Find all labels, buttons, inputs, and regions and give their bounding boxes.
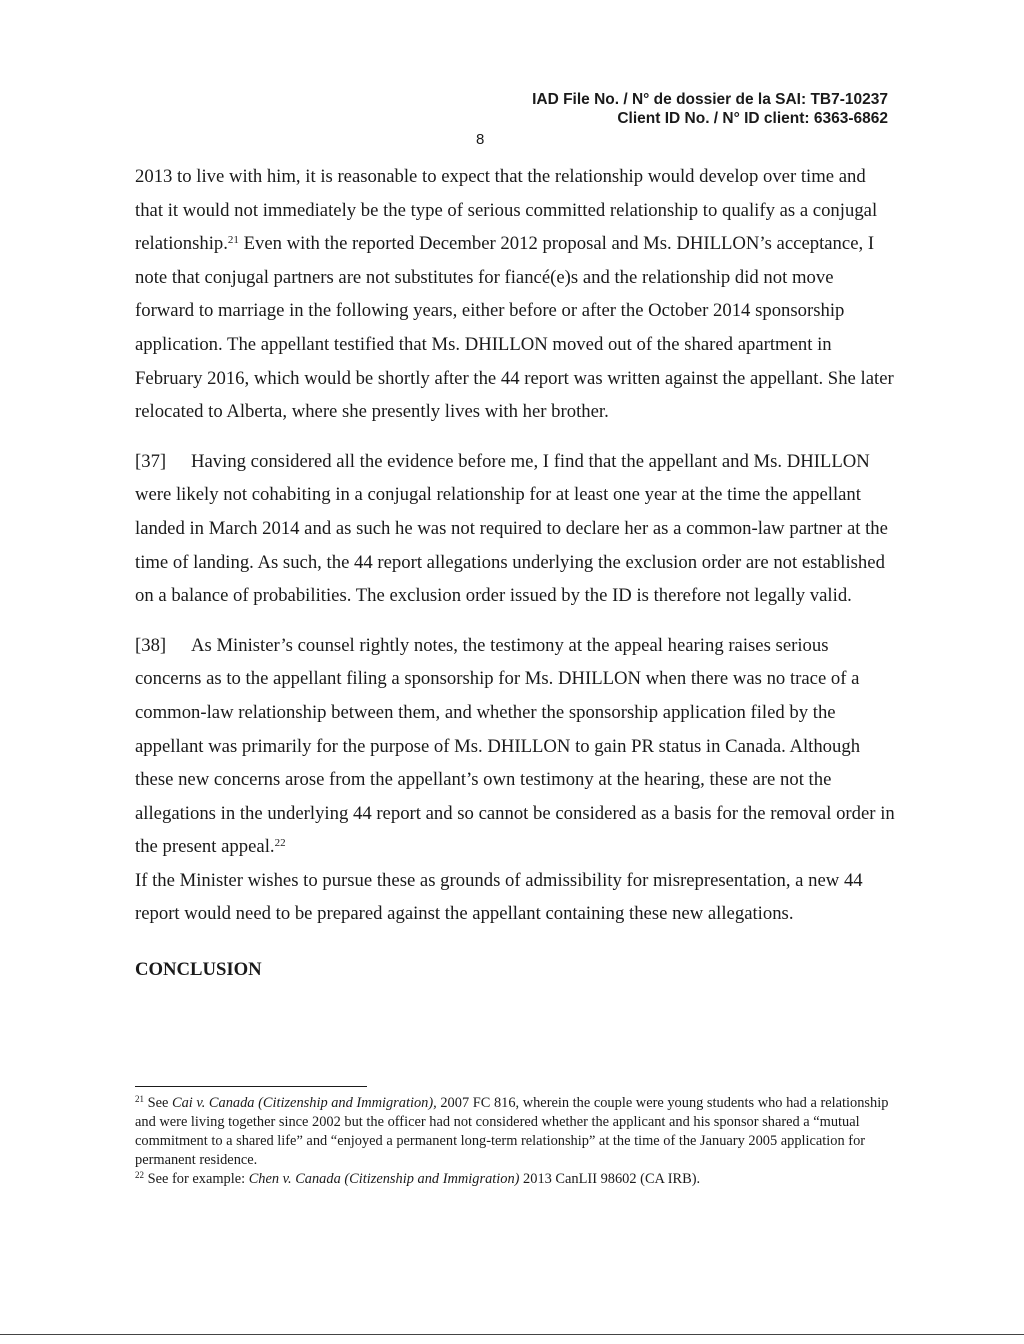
continued-text-b: Even with the reported December 2012 proposal and Ms. DHILLON’s acceptance, I note that conjugal partners are not substitutes for fiancé(e)s and the relationship did not move forward to marriage in the following years, either before or after the October 2014 sponsorship application. The appellant testified that Ms. DHILLON moved out of the shared apartment in February 2016, which would be shortly after the 44 report was written against the appellant. She later relocated to Alberta, where she presently lives with her brother. [135,233,894,423]
paragraph-38-text: As Minister’s counsel rightly notes, the testimony at the appeal hearing raises serious concerns as to the appellant filing a sponsorship for Ms. DHILLON when there was no trace of a common-law relationship between them, and whether the sponsorship application filed by the appellant was primarily for the purpose of Ms. DHILLON to gain PR status in Canada. Although these new concerns arose from the appellant’s own testimony at the hearing, these are not the allegations in the underlying 44 report and so cannot be considered as a basis for the removal order in the present appeal. [135,634,895,858]
continued-text-a: 2013 to live with him, it is reasonable to expect that the relationship would develop over time and that it would not immediately be the type of serious committed relationship to qualify as a conjugal relationship. [135,166,878,255]
document-body [135,160,895,987]
footnote-ref-22: 22 [274,837,286,850]
paragraph-number-37: [37] [135,450,167,472]
paragraph-38-tail: If the Minister wishes to pursue these as grounds of admissibility for misrepresentation, a new 44 report would need to be prepared against the appellant containing these new allegations. [135,869,863,925]
footnotes [135,1094,895,1189]
continued-paragraph [135,160,895,429]
footnote-21-pre: See [147,1095,172,1111]
paragraph-38 [135,629,895,864]
footnote-22-number: 22 [135,1170,144,1180]
paragraph-number-38: [38] [135,634,167,656]
paragraph-37 [135,445,895,613]
footnote-22-pre: See for example: [147,1171,249,1187]
page-number: 8 [476,131,485,148]
paragraph-37-text: Having considered all the evidence before me, I find that the appellant and Ms. DHILLON were likely not cohabiting in a conjugal relationship for at least one year at the time the appellant landed in March 2014 and as such he was not required to declare her as a common-law partner at the time of landing. As such, the 44 report allegations underlying the exclusion order are not established on a balance of probabilities. The exclusion order issued by the ID is therefore not legally valid. [135,450,888,607]
footnote-22-case: Chen v. Canada (Citizenship and Immigration) [248,1171,520,1187]
section-heading: CONCLUSION [135,959,262,981]
footnote-ref-21: 21 [227,234,239,247]
footnote-21-text: 2007 FC 816, wherein the couple were young students who had a relationship and were living together since 2002 but the officer had not considered whether the applicant and his sponsor shared a “mutual commitment to a shared life” and “enjoyed a permanent long-term relationship” at the time of the January 2005 application for permanent residence. [135,1095,889,1168]
scan-edge-line [0,1334,1024,1335]
footnote-22 [135,1170,895,1189]
footnote-divider [135,1086,367,1087]
iad-file-number: IAD File No. / N° de dossier de la SAI: TB7-10237 [532,91,888,108]
file-header [532,90,888,128]
footnote-21-number: 21 [135,1094,144,1104]
footnote-22-text: 2013 CanLII 98602 (CA IRB). [519,1171,701,1187]
client-id-number: Client ID No. / N° ID client: 6363-6862 [617,110,888,127]
footnote-21 [135,1094,895,1170]
footnote-21-case: Cai v. Canada (Citizenship and Immigration), [172,1095,437,1111]
